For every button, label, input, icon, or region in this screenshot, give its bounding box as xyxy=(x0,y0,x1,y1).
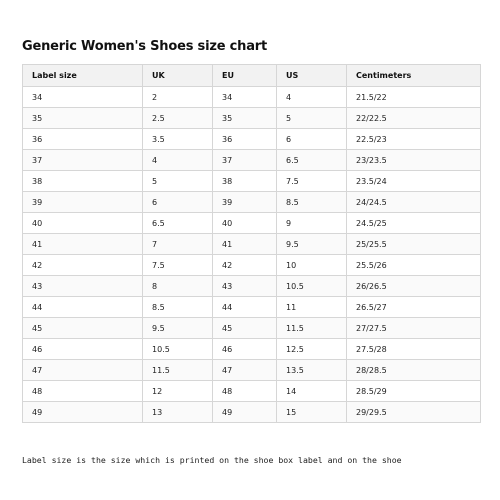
eu-cell: 44 xyxy=(213,297,277,318)
eu-cell: 36 xyxy=(213,129,277,150)
us-cell: 10 xyxy=(277,255,347,276)
header-uk: UK xyxy=(143,65,213,87)
label-size-cell: 48 xyxy=(23,381,143,402)
us-cell: 6.5 xyxy=(277,150,347,171)
label-size-cell: 38 xyxy=(23,171,143,192)
table-row xyxy=(23,213,481,234)
us-cell: 9.5 xyxy=(277,234,347,255)
header-label-size: Label size xyxy=(23,65,143,87)
us-cell: 8.5 xyxy=(277,192,347,213)
eu-cell: 39 xyxy=(213,192,277,213)
table-row xyxy=(23,318,481,339)
header-row xyxy=(23,65,481,87)
us-cell: 11.5 xyxy=(277,318,347,339)
centimeters-cell: 22.5/23 xyxy=(347,129,481,150)
header-centimeters: Centimeters xyxy=(347,65,481,87)
eu-cell: 41 xyxy=(213,234,277,255)
table-row xyxy=(23,339,481,360)
centimeters-cell: 23.5/24 xyxy=(347,171,481,192)
table-header xyxy=(23,65,481,87)
uk-cell: 2.5 xyxy=(143,108,213,129)
table-row xyxy=(23,129,481,150)
eu-cell: 35 xyxy=(213,108,277,129)
label-size-cell: 45 xyxy=(23,318,143,339)
centimeters-cell: 29/29.5 xyxy=(347,402,481,423)
us-cell: 10.5 xyxy=(277,276,347,297)
uk-cell: 3.5 xyxy=(143,129,213,150)
table-body xyxy=(23,87,481,423)
eu-cell: 38 xyxy=(213,171,277,192)
centimeters-cell: 26.5/27 xyxy=(347,297,481,318)
us-cell: 4 xyxy=(277,87,347,108)
table-row xyxy=(23,87,481,108)
label-size-cell: 39 xyxy=(23,192,143,213)
uk-cell: 11.5 xyxy=(143,360,213,381)
uk-cell: 8 xyxy=(143,276,213,297)
centimeters-cell: 23/23.5 xyxy=(347,150,481,171)
eu-cell: 46 xyxy=(213,339,277,360)
label-size-cell: 44 xyxy=(23,297,143,318)
uk-cell: 7.5 xyxy=(143,255,213,276)
table-row xyxy=(23,150,481,171)
centimeters-cell: 25.5/26 xyxy=(347,255,481,276)
uk-cell: 8.5 xyxy=(143,297,213,318)
label-size-cell: 35 xyxy=(23,108,143,129)
label-size-cell: 40 xyxy=(23,213,143,234)
header-eu: EU xyxy=(213,65,277,87)
eu-cell: 42 xyxy=(213,255,277,276)
centimeters-cell: 25/25.5 xyxy=(347,234,481,255)
table-row xyxy=(23,255,481,276)
us-cell: 5 xyxy=(277,108,347,129)
label-size-cell: 37 xyxy=(23,150,143,171)
us-cell: 13.5 xyxy=(277,360,347,381)
uk-cell: 13 xyxy=(143,402,213,423)
table-row xyxy=(23,234,481,255)
label-size-cell: 46 xyxy=(23,339,143,360)
centimeters-cell: 28.5/29 xyxy=(347,381,481,402)
uk-cell: 6.5 xyxy=(143,213,213,234)
us-cell: 9 xyxy=(277,213,347,234)
uk-cell: 10.5 xyxy=(143,339,213,360)
us-cell: 7.5 xyxy=(277,171,347,192)
eu-cell: 37 xyxy=(213,150,277,171)
eu-cell: 45 xyxy=(213,318,277,339)
eu-cell: 49 xyxy=(213,402,277,423)
table-row xyxy=(23,381,481,402)
eu-cell: 48 xyxy=(213,381,277,402)
us-cell: 6 xyxy=(277,129,347,150)
centimeters-cell: 26/26.5 xyxy=(347,276,481,297)
us-cell: 11 xyxy=(277,297,347,318)
label-size-cell: 34 xyxy=(23,87,143,108)
uk-cell: 7 xyxy=(143,234,213,255)
us-cell: 15 xyxy=(277,402,347,423)
label-size-cell: 47 xyxy=(23,360,143,381)
uk-cell: 9.5 xyxy=(143,318,213,339)
centimeters-cell: 22/22.5 xyxy=(347,108,481,129)
centimeters-cell: 28/28.5 xyxy=(347,360,481,381)
uk-cell: 6 xyxy=(143,192,213,213)
table-row xyxy=(23,171,481,192)
table-row xyxy=(23,192,481,213)
label-size-cell: 43 xyxy=(23,276,143,297)
header-us: US xyxy=(277,65,347,87)
centimeters-cell: 27.5/28 xyxy=(347,339,481,360)
eu-cell: 34 xyxy=(213,87,277,108)
label-size-cell: 42 xyxy=(23,255,143,276)
label-size-cell: 36 xyxy=(23,129,143,150)
table-row xyxy=(23,360,481,381)
centimeters-cell: 24.5/25 xyxy=(347,213,481,234)
page-title: Generic Women's Shoes size chart xyxy=(22,39,268,54)
label-size-cell: 49 xyxy=(23,402,143,423)
uk-cell: 2 xyxy=(143,87,213,108)
size-chart-table xyxy=(22,64,481,423)
eu-cell: 40 xyxy=(213,213,277,234)
eu-cell: 47 xyxy=(213,360,277,381)
uk-cell: 5 xyxy=(143,171,213,192)
uk-cell: 4 xyxy=(143,150,213,171)
label-size-cell: 41 xyxy=(23,234,143,255)
centimeters-cell: 21.5/22 xyxy=(347,87,481,108)
footnote: Label size is the size which is printed on the shoe box label and on the shoe xyxy=(22,455,402,465)
us-cell: 14 xyxy=(277,381,347,402)
eu-cell: 43 xyxy=(213,276,277,297)
centimeters-cell: 24/24.5 xyxy=(347,192,481,213)
us-cell: 12.5 xyxy=(277,339,347,360)
table-row xyxy=(23,297,481,318)
table-row xyxy=(23,108,481,129)
table-row xyxy=(23,276,481,297)
centimeters-cell: 27/27.5 xyxy=(347,318,481,339)
uk-cell: 12 xyxy=(143,381,213,402)
table-row xyxy=(23,402,481,423)
